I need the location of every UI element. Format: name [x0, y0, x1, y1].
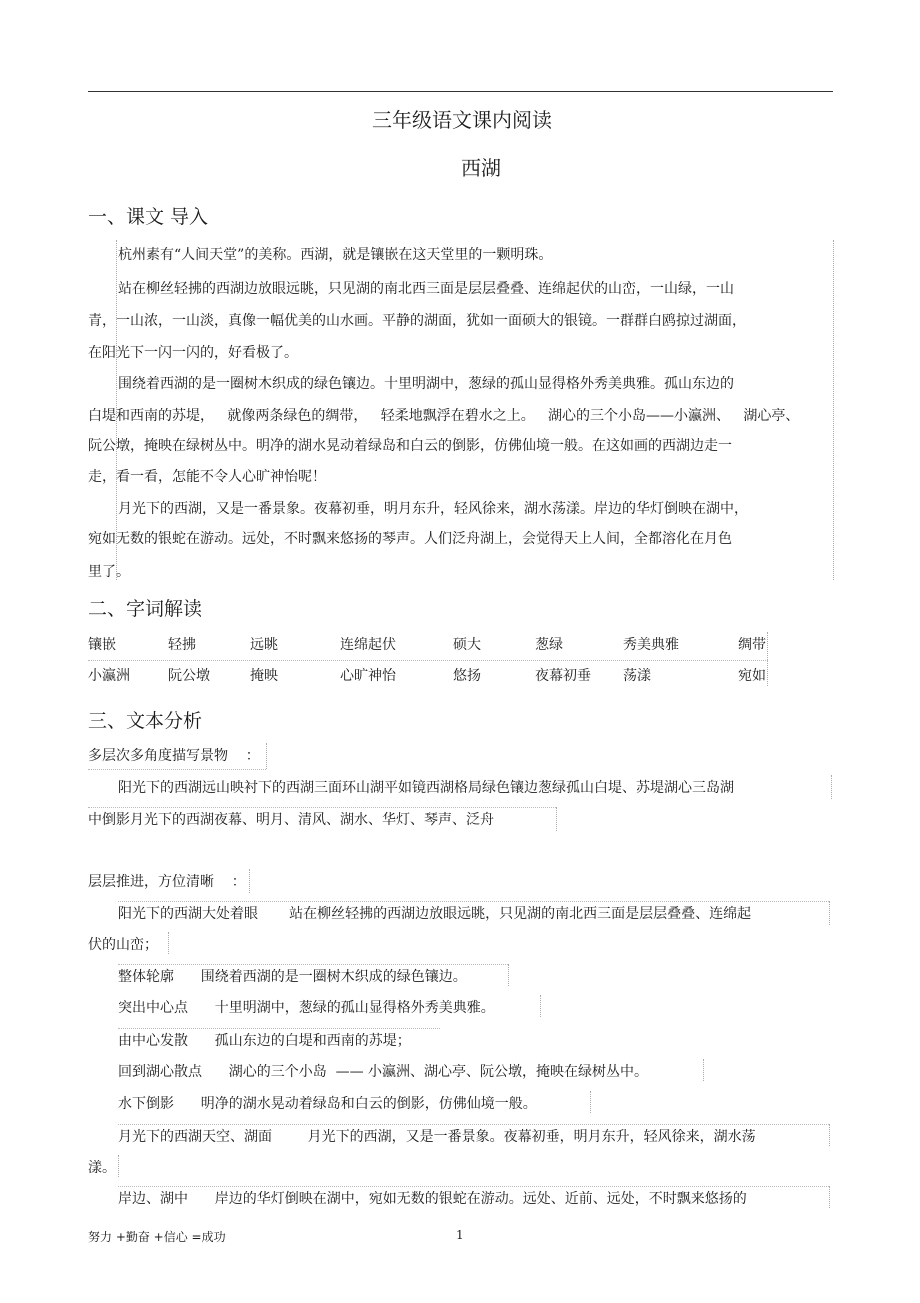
vocab-word: 小瀛洲 [88, 668, 130, 684]
vocab-word: 硕大 [453, 637, 481, 653]
vocab-row-divider [88, 660, 768, 661]
analysis-text: 中倒影月光下的西湖夜幕、明月、清风、湖水、华灯、琴声、泛舟 [88, 812, 494, 828]
vocab-word: 悠扬 [453, 668, 481, 684]
analysis-row: 水下倒影 明净的湖水晃动着绿岛和白云的倒影，仿佛仙境一般。 [118, 1096, 537, 1112]
analysis-text: 漾。 [88, 1160, 116, 1176]
analysis-border [829, 1124, 830, 1146]
analysis-divider [118, 964, 508, 965]
footer-motto: 努力 +勤奋 +信心 =成功 [88, 1230, 226, 1244]
passage-line: 站在柳丝轻拂的西湖边放眼远眺，只见湖的南北西三面是层层叠叠、连绵起伏的山峦，一山绿，一山 [118, 281, 734, 297]
vocab-word: 掩映 [250, 668, 278, 684]
analysis-text: 伏的山峦； [88, 937, 158, 953]
passage-left-border [116, 240, 117, 580]
vocab-word: 镶嵌 [88, 637, 116, 653]
analysis-border [829, 901, 830, 925]
analysis-row: 由中心发散 孤山东边的白堤和西南的苏堤； [118, 1033, 411, 1049]
page-subtitle: 西湖 [461, 156, 501, 180]
vocab-word: 连绵起伏 [340, 637, 396, 653]
passage-line: 在阳光下一闪一闪的，好看极了。 [88, 345, 298, 361]
passage-line: 月光下的西湖，又是一番景象。夜幕初垂，明月东升，轻风徐来，湖水荡漾。岸边的华灯倒映在湖中， [118, 501, 748, 517]
vocab-word: 夜幕初垂 [535, 668, 591, 684]
vocab-word: 轻拂 [168, 637, 196, 653]
analysis-border [118, 1155, 119, 1177]
section-heading-vocab: 二、字词解读 [88, 598, 203, 620]
analysis-border [508, 964, 509, 986]
vocab-word: 宛如 [738, 668, 766, 684]
page-title: 三年级语文课内阅读 [372, 108, 552, 132]
vocab-word: 荡漾 [623, 668, 651, 684]
analysis-row: 回到湖心散点 湖心的三个小岛 —— 小瀛洲、湖心亭、阮公墩，掩映在绿树丛中。 [118, 1064, 649, 1080]
analysis-border [590, 1091, 591, 1113]
analysis-border [168, 932, 169, 954]
analysis-row: 突出中心点 十里明湖中，葱绿的孤山显得格外秀美典雅。 [118, 1000, 495, 1016]
passage-line: 里了。 [88, 564, 130, 580]
analysis-border [540, 995, 541, 1017]
passage-line: 宛如无数的银蛇在游动。远处，不时飘来悠扬的琴声。人们泛舟湖上，会觉得天上人间，全都溶化在月色 [88, 531, 732, 547]
label-border [249, 869, 250, 893]
vocab-right-border [767, 632, 768, 686]
passage-line: 围绕着西湖的是一圈树木织成的绿色镶边。十里明湖中，葱绿的孤山显得格外秀美典雅。孤山东边的 [118, 376, 734, 392]
vocab-word: 绸带 [738, 637, 766, 653]
vocab-word: 葱绿 [535, 637, 563, 653]
analysis-border [703, 1059, 704, 1081]
passage-right-border [833, 240, 834, 580]
analysis-label-layered: 层层推进，方位清晰 ： [88, 874, 246, 890]
analysis-divider [118, 1186, 829, 1187]
analysis-divider [118, 1028, 440, 1029]
passage-line: 阮公墩，掩映在绿树丛中。明净的湖水晃动着绿岛和白云的倒影，仿佛仙境一般。在这如画的西湖边走一 [88, 438, 732, 454]
analysis-divider [118, 1124, 829, 1125]
analysis-divider [118, 901, 829, 902]
vocab-word: 阮公墩 [168, 668, 210, 684]
analysis-divider [88, 807, 556, 808]
vocab-word: 秀美典雅 [623, 637, 679, 653]
analysis-label-multi-angle: 多层次多角度描写景物 ： [88, 748, 260, 764]
analysis-text: 阳光下的西湖大处着眼 站在柳丝轻拂的西湖边放眼远眺，只见湖的南北西三面是层层叠叠、连绵起 [118, 906, 752, 922]
vocab-word: 远眺 [250, 637, 278, 653]
label-border [266, 743, 267, 769]
analysis-border [556, 807, 557, 831]
passage-line: 白堤和西南的苏堤， 就像两条绿色的绸带， 轻柔地飘浮在碧水之上。 湖心的三个小岛——小瀛洲、 湖心亭、 [88, 408, 800, 424]
section-heading-intro: 一、课文 导入 [88, 206, 209, 228]
section-heading-analysis: 三、文本分析 [88, 710, 203, 732]
analysis-text: 月光下的西湖天空、湖面 月光下的西湖，又是一番景象。夜幕初垂，明月东升，轻风徐来，湖水荡 [118, 1129, 756, 1145]
analysis-row: 整体轮廓 围绕着西湖的是一圈树木织成的绿色镶边。 [118, 969, 467, 985]
analysis-border [831, 775, 832, 799]
header-rule [88, 91, 833, 92]
page-number: 1 [456, 1228, 464, 1242]
vocab-word: 心旷神怡 [340, 668, 396, 684]
passage-line: 走，看一看，怎能不令人心旷神怡呢！ [88, 469, 326, 485]
analysis-border [829, 1186, 830, 1208]
analysis-text: 阳光下的西湖远山映衬下的西湖三面环山湖平如镜西湖格局绿色镶边葱绿孤山白堤、苏堤湖心三岛湖 [118, 780, 734, 796]
passage-line: 杭州素有“人间天堂”的美称。西湖，就是镶嵌在这天堂里的一颗明珠。 [118, 247, 553, 263]
analysis-text: 岸边、湖中 岸边的华灯倒映在湖中，宛如无数的银蛇在游动。远处、近前、远处，不时飘来悠扬的 [118, 1191, 747, 1207]
label-underline [88, 769, 266, 770]
passage-line: 青，一山浓，一山淡，真像一幅优美的山水画。平静的湖面，犹如一面硕大的银镜。一群群白鸥掠过湖面， [88, 313, 746, 329]
